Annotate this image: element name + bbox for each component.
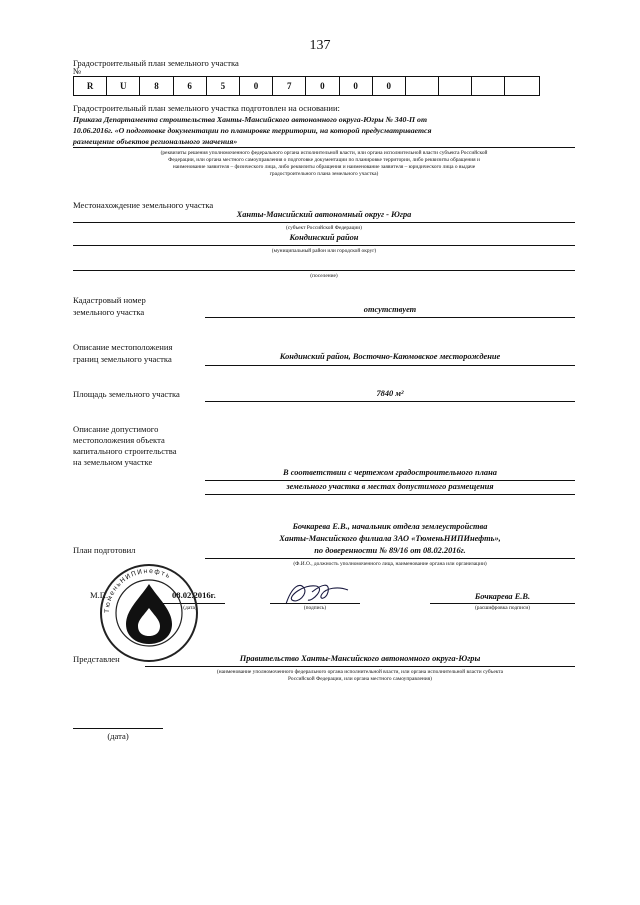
- placement-label-4: на земельном участке: [73, 457, 153, 467]
- placement-underline-2: [205, 494, 575, 495]
- settlement-underline: [73, 270, 575, 271]
- location-label: Местонахождение земельного участка: [73, 200, 214, 210]
- plan-code-cells: [73, 76, 540, 96]
- region-caption: (субъект Российской Федерации): [286, 225, 362, 231]
- placement-label-1: Описание допустимого: [73, 424, 159, 434]
- page-number: 137: [309, 38, 331, 53]
- basis-note-1: (реквизиты решения уполномоченного федерального органа исполнительной власти, или органа исполнительной власти субъекта Российской: [160, 150, 488, 156]
- preparer-line-2: Ханты-Мансийского филиала ЗАО «ТюменьНИПИнефть»,: [279, 534, 501, 543]
- preparer-line-1: Бочкарева Е.В., начальник отдела землеустройства: [292, 522, 488, 531]
- code-cell: 0: [240, 77, 273, 95]
- code-cell: [472, 77, 505, 95]
- district-underline: [73, 245, 575, 246]
- signature-underline: [270, 603, 360, 604]
- presented-caption-1: (наименование уполномоченного федерального органа исполнительной власти, или органа исполнительной власти субъекта: [216, 669, 504, 675]
- signer-caption: (расшифровка подписи): [474, 605, 531, 611]
- area-label: Площадь земельного участка: [73, 389, 180, 399]
- placement-value-1: В соответствии с чертежом градостроительного плана: [283, 468, 497, 477]
- code-cell: [439, 77, 472, 95]
- code-cell: [406, 77, 439, 95]
- organization-stamp-icon: [98, 562, 200, 664]
- code-cell: 6: [174, 77, 207, 95]
- prepared-label: План подготовил: [73, 545, 136, 555]
- boundaries-label-1: Описание местоположения: [73, 342, 173, 352]
- boundaries-label-2: границ земельного участка: [73, 354, 172, 364]
- region-underline: [73, 222, 575, 223]
- presented-underline: [145, 666, 575, 667]
- basis-line-2: 10.06.2016г. «О подготовке документации по планировке территории, на которой предусматривается: [73, 126, 432, 135]
- code-cell: 0: [340, 77, 373, 95]
- signer-name: Бочкарева Е.В.: [474, 592, 531, 601]
- bottom-date-caption: (дата): [107, 731, 129, 741]
- cadastral-label-1: Кадастровый номер: [73, 295, 146, 305]
- code-cell: 0: [373, 77, 406, 95]
- area-underline: [205, 401, 575, 402]
- district-caption: (муниципальный район или городской округ): [271, 248, 377, 254]
- cadastral-underline: [205, 317, 575, 318]
- prepared-date: 08.02.2016г.: [172, 590, 216, 600]
- mp-label: М.П.: [90, 590, 109, 600]
- bottom-date-underline: [73, 728, 163, 729]
- placement-label-3: капитального строительства: [73, 446, 177, 456]
- district-value: Кондинский район: [289, 233, 359, 242]
- preparer-caption: (Ф.И.О., должность уполномоченного лица, наименование органа или организации): [293, 561, 487, 567]
- region-value: Ханты-Мансийский автономный округ - Югра: [236, 210, 412, 219]
- code-cell: 7: [273, 77, 306, 95]
- basis-underline: [73, 147, 575, 148]
- code-cell: U: [107, 77, 140, 95]
- settlement-caption: (поселение): [310, 273, 338, 279]
- preparer-line-3: по доверенности № 89/16 от 08.02.2016г.: [314, 546, 466, 555]
- cadastral-value: отсутствует: [363, 305, 417, 314]
- code-cell: 0: [306, 77, 339, 95]
- basis-note-3: наименование заявителя – физического лица, либо реквизиты обращения и наименование заявителя – юридического лица о выдаче: [172, 164, 476, 170]
- basis-note-2: Федерации, или органа местного самоуправления о подготовке документации по планировке территории, либо реквизиты обращения и: [168, 157, 480, 163]
- plan-number-label: №: [73, 66, 82, 76]
- plan-title: Градостроительный план земельного участка: [73, 58, 239, 68]
- code-cell: 5: [207, 77, 240, 95]
- basis-note-4: градостроительного плана земельного участка): [269, 171, 379, 177]
- signature-caption: (подпись): [303, 605, 327, 611]
- area-value: 7840 м²: [376, 389, 404, 398]
- date-caption: (дата): [183, 605, 197, 611]
- placement-underline-1: [205, 480, 575, 481]
- boundaries-underline: [205, 365, 575, 366]
- code-cell: 8: [140, 77, 173, 95]
- basis-line-1: Приказа Департамента строительства Ханты-Мансийского автономного округа-Югры № 340-П от: [73, 115, 428, 124]
- code-cell: R: [74, 77, 107, 95]
- cadastral-label-2: земельного участка: [73, 307, 145, 317]
- presented-caption-2: Российской Федерации, или органа местного самоуправления): [288, 676, 432, 682]
- presented-value: Правительство Ханты-Мансийского автономного округа-Югры: [239, 654, 481, 663]
- stamp-ring-text: ТюменьНИПИнефть: [102, 566, 173, 614]
- preparer-underline: [205, 558, 575, 559]
- code-cell: [505, 77, 538, 95]
- basis-line-3: размещение объектов регионального значения»: [73, 137, 238, 146]
- placement-value-2: земельного участка в местах допустимого размещения: [286, 482, 494, 491]
- placement-label-2: местоположения объекта: [73, 435, 165, 445]
- basis-heading: Градостроительный план земельного участка подготовлен на основании:: [73, 103, 340, 113]
- boundaries-value: Кондинский район, Восточно-Каюмовское месторождение: [279, 352, 501, 361]
- signer-underline: [430, 603, 575, 604]
- presented-label: Представлен: [73, 654, 120, 664]
